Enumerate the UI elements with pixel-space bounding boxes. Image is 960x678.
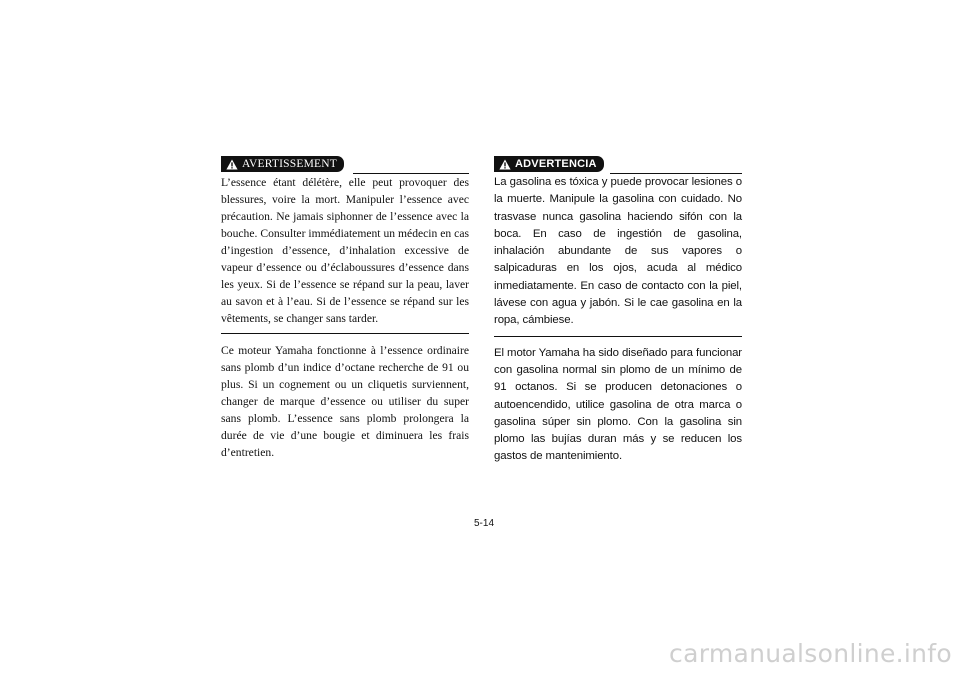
page-number: 5-14 [474, 518, 495, 529]
spanish-column [494, 152, 742, 466]
french-warning-text: L’essence étant délétère, elle peut provoquer des blessures, voire la mort. Manipuler l’essence avec précaution. Ne jamais siphonner de l’essence avec la bouche. Consulter immédiatement un médecin en cas d’ingestion d’essence, d’inhalation excessive de vapeur d’essence ou d’éclaboussures d’essence dans les yeux. Si de l’essence se répand sur la peau, laver au savon et à l’eau. Si de l’essence se répand sur les vêtements, se changer sans tarder. [221, 176, 469, 325]
french-warning-end-rule [221, 333, 469, 334]
spanish-header-rule [610, 173, 742, 174]
french-warning-header [221, 152, 469, 174]
warning-triangle-icon [226, 159, 238, 170]
spanish-warning-end-rule [494, 336, 742, 337]
spanish-warning-label [494, 156, 604, 172]
watermark: carmanualsonline.info [669, 639, 952, 668]
french-column [221, 152, 469, 461]
french-body-text: Ce moteur Yamaha fonctionne à l’essence ordinaire sans plomb d’un indice d’octane recherche de 91 ou plus. Si un cognement ou un cliquetis surviennent, changer de marque d’essence ou utiliser du super sans plomb. L’essence sans plomb prolongera la durée de vie d’une bougie et diminuera les frais d’entretien. [221, 344, 469, 459]
spanish-warning-title: ADVERTENCIA [515, 158, 597, 170]
french-warning-label [221, 156, 344, 172]
french-warning-title: AVERTISSEMENT [242, 158, 337, 170]
spanish-warning-header [494, 152, 742, 174]
spanish-body-text: El motor Yamaha ha sido diseñado para funcionar con gasolina normal sin plomo de un mínimo de 91 octanos. Si se producen detonaciones o autoencendido, utilice gasolina de otra marca o gasolina súper sin plomo. Con la gasolina sin plomo las bujías duran más y se reducen los gastos de mantenimiento. [494, 346, 742, 463]
warning-triangle-icon [499, 159, 511, 170]
spanish-warning-text: La gasolina es tóxica y puede provocar lesiones o la muerte. Manipule la gasolina con cuidado. No trasvase nunca gasolina haciendo sifón con la boca. En caso de ingestión de gasolina, inhalación abundante de sus vapores o salpicaduras en los ojos, acuda al médico inmediatamente. En caso de contacto con la piel, lávese con agua y jabón. Si le cae gasolina en la ropa, cámbiese. [494, 176, 742, 327]
french-header-rule [353, 173, 469, 174]
